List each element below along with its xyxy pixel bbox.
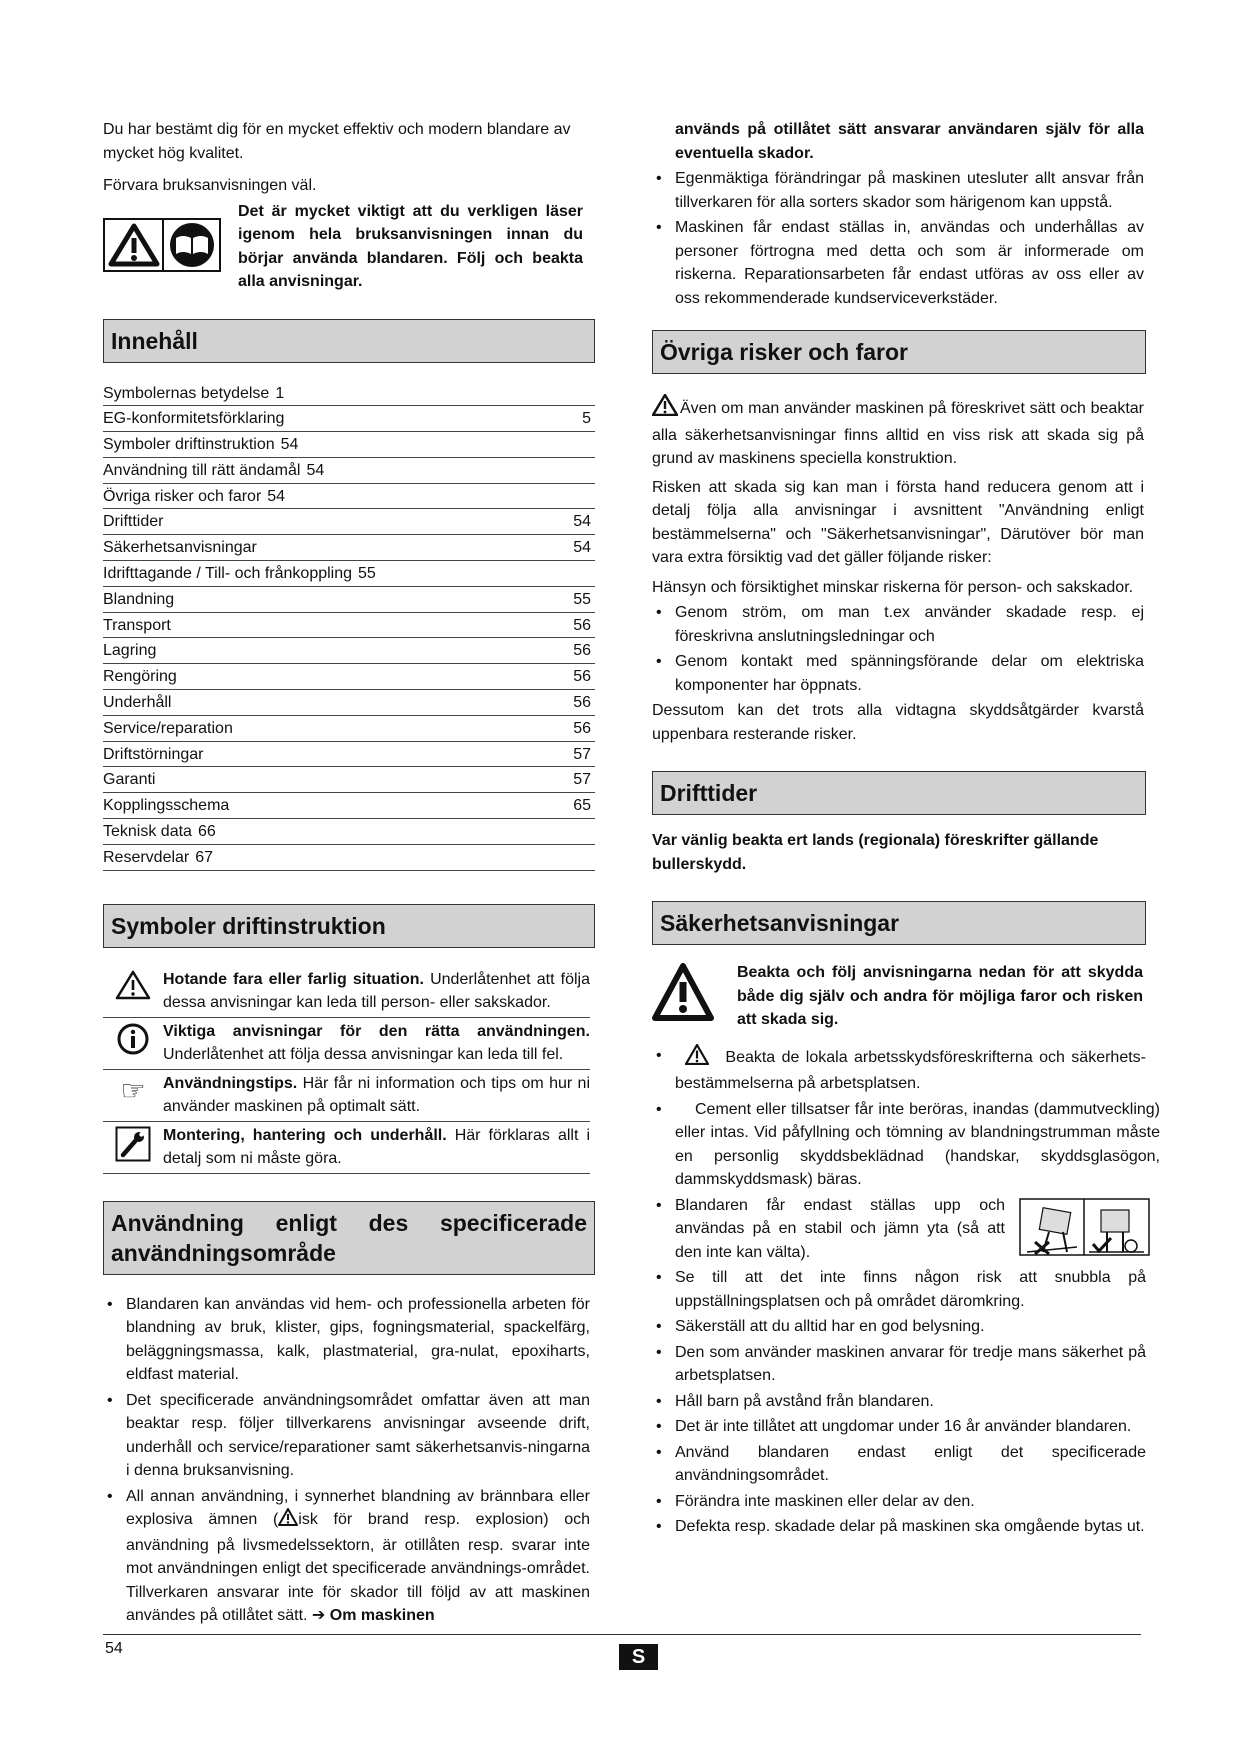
toc-entry-title: Säkerhetsanvisningar — [103, 539, 257, 557]
warning-triangle-icon — [652, 394, 678, 424]
wrench-icon — [115, 1126, 151, 1162]
toc-entry-title: Lagring — [103, 642, 157, 660]
toc-row — [103, 535, 595, 561]
toc-row — [103, 613, 595, 639]
toc-entry-label — [103, 638, 162, 663]
risks-paragraph-1-text: Även om man använder maskinen på föreskrivet sätt och beaktar alla säkerhetsanvisningar finns alltid en viss risk att skada sig på grund av maskinens speciella konstruktion. — [652, 400, 1144, 467]
toc-entry-page: 56 — [573, 642, 591, 660]
warning-triangle-icon — [652, 963, 714, 1021]
toc-entry-label — [103, 690, 177, 715]
safety-item: • Förändra inte maskinen eller delar av den. — [652, 1490, 1146, 1514]
toc-row — [103, 381, 595, 407]
toc-entry-title: Transport — [103, 616, 171, 634]
operating-times-heading-text: Drifttider — [660, 780, 758, 806]
toc-entry-page — [591, 381, 595, 406]
toc-entry-title: Teknisk data — [103, 823, 192, 841]
toc-row — [103, 406, 595, 432]
symbol-row-maintenance — [103, 1122, 590, 1174]
safety-item: • Det är inte tillåtet att ungdomar under 16 år använder blandaren. — [652, 1415, 1146, 1439]
toc-entry-title: Blandning — [103, 590, 175, 608]
toc-entry-label — [103, 819, 216, 844]
safety-item-text: • Blandaren får endast ställas upp och användas på en stabil och jämn yta (så att den inte kan välta). — [675, 1196, 1005, 1261]
risk-item: • Genom kontakt med spänningsförande delar om elektriska komponenter har öppnats. — [652, 650, 1144, 697]
warning-read-manual-icons — [103, 200, 238, 294]
toc-heading-text: Innehåll — [111, 327, 198, 354]
safety-item: • Använd blandaren endast enligt det specificerade användningsområdet. — [652, 1441, 1146, 1488]
symbol-danger-text: Underlåtenhet att följa dessa anvisningar kan leda till person- eller sakskador. — [163, 970, 590, 1011]
toc-entry-page: 54 — [573, 539, 591, 557]
toc-entry-page — [591, 432, 595, 457]
toc-entry-label — [103, 406, 290, 431]
usage-item-text-a: All annan användning, i synnerhet blandning av brännbara eller explosiva ämnen ( — [126, 1487, 590, 1529]
toc-entry-label — [103, 767, 161, 792]
toc-entry-inline-page: 67 — [195, 848, 214, 866]
toc-row — [103, 432, 595, 458]
safety-item: • Håll barn på avstånd från blandaren. — [652, 1390, 1146, 1414]
toc-entry-title: Symbolernas betydelse — [103, 384, 270, 402]
toc-entry-title: Rengöring — [103, 668, 177, 686]
table-of-contents — [103, 381, 595, 871]
toc-entry-label — [103, 793, 235, 818]
safety-warning-text: Beakta och följ anvisningarna nedan för att skydda både dig själv och andra för möjliga faror och risken att skada sig. — [737, 964, 1143, 1028]
usage-item: • Det specificerade användningsområdet omfattar även att man beaktar resp. följer tillverkarens anvisningar avseende drift, underhåll och service/reparationer samt säkerhetsanvis-ningarna i denna bruksanvisning. — [103, 1389, 590, 1483]
safety-item: • Defekta resp. skadade delar på maskinen ska omgående bytas ut. — [652, 1515, 1146, 1539]
usage-continued: används på otillåtet sätt ansvarar användaren själv för alla eventuella skador. — [675, 121, 1144, 162]
operating-times-heading — [652, 771, 1146, 815]
warning-book-icon — [103, 218, 221, 272]
toc-entry-label — [103, 613, 177, 638]
toc-entry-title: Övriga risker och faror — [103, 487, 262, 505]
toc-entry-page — [591, 561, 595, 586]
read-manual-text: Det är mycket viktigt att du verkligen läser igenom hela bruksanvisningen innan du börjar använda blandaren. Följ och beakta alla anvisningar. — [238, 202, 583, 290]
symbol-tips-text: Här får ni information och tips om hur ni använder maskinen på optimalt sätt. — [163, 1074, 590, 1115]
toc-entry-title: Driftstörningar — [103, 745, 204, 763]
toc-entry-title: Service/reparation — [103, 719, 233, 737]
symbol-row-tips — [103, 1070, 590, 1122]
risks-paragraph-1 — [652, 394, 1144, 471]
toc-entry-label — [103, 587, 180, 612]
toc-row — [103, 484, 595, 510]
safety-item: • Se till att det inte finns någon risk att snubbla på uppställningsplatsen och på området däromkring. — [652, 1266, 1146, 1313]
safety-list — [652, 1044, 1160, 1539]
toc-entry-label — [103, 716, 239, 741]
risks-paragraph-3: Hänsyn och försiktighet minskar riskerna för person- och sakskador. — [652, 578, 1134, 596]
toc-entry-page: 57 — [573, 745, 591, 763]
language-badge: S — [619, 1644, 658, 1670]
toc-entry-inline-page: 54 — [280, 436, 299, 454]
safety-warning — [652, 961, 1144, 1032]
safety-item — [652, 1098, 1160, 1192]
toc-entry-page: 55 — [573, 590, 591, 608]
left-column — [103, 118, 593, 1630]
toc-row — [103, 458, 595, 484]
risks-heading-text: Övriga risker och faror — [660, 339, 908, 365]
safety-item: • Den som använder maskinen anvarar för tredje mans säkerhet på arbetsplatsen. — [652, 1341, 1146, 1388]
stable-surface-pictogram — [1019, 1198, 1150, 1265]
toc-entry-page — [591, 484, 595, 509]
toc-entry-label — [103, 484, 285, 509]
usage-item: • Egenmäktiga förändringar på maskinen utesluter allt ansvar från tillverkaren för alla sorters skador som härigenom kan uppstå. — [652, 167, 1144, 214]
toc-row — [103, 742, 595, 768]
usage-item: • Maskinen får endast ställas in, användas och underhållas av personer förtrogna med detta och som är informerade om riskerna. Reparationsarbeten får endast utföras av oss eller av oss rekommenderade kundserviceverkstäder. — [652, 216, 1144, 310]
toc-entry-page — [591, 819, 595, 844]
toc-entry-page: 5 — [582, 410, 591, 428]
arrow-icon: ➔ — [311, 1607, 326, 1625]
toc-entry-inline-page: 54 — [306, 461, 325, 479]
risks-list — [652, 601, 1144, 697]
symbols-heading — [103, 904, 595, 948]
page-number: 54 — [105, 1640, 123, 1657]
toc-entry-label — [103, 664, 183, 689]
right-column — [652, 118, 1160, 1541]
usage-item-other — [103, 1485, 590, 1628]
stable-surface-icon — [1019, 1198, 1150, 1256]
toc-row — [103, 845, 595, 871]
toc-entry-label — [103, 742, 209, 767]
toc-entry-inline-page: 55 — [358, 565, 376, 583]
toc-entry-inline-page: 1 — [275, 384, 285, 402]
symbol-info-title: Viktiga anvisningar för den rätta användningen. — [163, 1022, 590, 1040]
toc-row — [103, 793, 595, 819]
toc-row — [103, 587, 595, 613]
symbol-row-danger — [103, 966, 590, 1018]
intro-keep-manual: Förvara bruksanvisningen väl. — [103, 177, 317, 194]
toc-entry-title: Reservdelar — [103, 848, 190, 866]
toc-entry-title: Kopplingsschema — [103, 797, 230, 815]
warning-triangle-icon — [115, 970, 151, 1000]
symbol-danger-title: Hotande fara eller farlig situation. — [163, 970, 424, 988]
symbols-list — [103, 966, 590, 1174]
toc-entry-title: Garanti — [103, 771, 156, 789]
warning-triangle-icon — [685, 1044, 709, 1073]
risks-paragraph-4: Dessutom kan det trots alla vidtagna skyddsåtgärder kvarstå uppenbara resterande risker. — [652, 702, 1144, 743]
toc-row — [103, 716, 595, 742]
toc-row — [103, 819, 595, 845]
symbol-maintenance-text: Här förklaras allt i detalj som ni måste göra. — [163, 1126, 591, 1167]
risk-item: • Genom ström, om man t.ex använder skadade resp. ej föreskrivna anslutningsledningar och — [652, 601, 1144, 648]
usage-heading-text: Användning enligt des specificerade användningsområde — [111, 1209, 587, 1266]
toc-entry-label — [103, 458, 324, 483]
usage-item-text-b: isk för brand resp. explosion) och användning på livsmedelssektorn, är otillåten resp. svarar inte mot användningen enligt det specificerade användnings-området. Tillverkaren ansvarar inte för skador till följd av att maskinen användes på otillåtet sätt. — [126, 1511, 591, 1625]
toc-entry-page: 56 — [573, 616, 591, 634]
risks-paragraph-2: Risken att skada sig kan man i första hand reducera genom att i detalj följa alla anvisningar i avsnittent "Användning enligt bestämmelserna" och "Säkerhetsanvisningar", Därutöver bör man vara extra försiktig vad det gäller följande risker: — [652, 478, 1144, 566]
usage-list-continued — [652, 167, 1144, 310]
toc-entry-title: EG-konformitetsförklaring — [103, 410, 285, 428]
symbol-row-info — [103, 1018, 590, 1070]
toc-entry-title: Idrifttagande / Till- och frånkoppling — [103, 565, 353, 583]
safety-item: • Säkerställ att du alltid har en god belysning. — [652, 1315, 1146, 1339]
symbol-maintenance-title: Montering, hantering och underhåll. — [163, 1126, 447, 1144]
toc-entry-label — [103, 381, 284, 406]
toc-entry-label — [103, 535, 263, 560]
toc-entry-page — [591, 458, 595, 483]
usage-item: • Blandaren kan användas vid hem- och professionella arbeten för blandning av bruk, klister, gips, fogningsmaterial, spackelfärg, beläggningsmassa, kalk, plastmaterial, gra-nulat, epoxiharts, eldfast material. — [103, 1293, 590, 1387]
usage-heading — [103, 1201, 595, 1275]
toc-row — [103, 509, 595, 535]
symbol-info-text: Underlåtenhet att följa dessa anvisningar kan leda till fel. — [163, 1045, 564, 1063]
toc-entry-page: 57 — [573, 771, 591, 789]
toc-entry-label — [103, 509, 169, 534]
toc-entry-page: 65 — [573, 797, 591, 815]
pointing-hand-icon: ☞ — [120, 1074, 146, 1106]
safety-item-stable-surface — [652, 1194, 1146, 1265]
toc-entry-label — [103, 432, 298, 457]
risks-heading — [652, 330, 1146, 374]
safety-heading-text: Säkerhetsanvisningar — [660, 910, 900, 936]
toc-entry-title: Underhåll — [103, 694, 172, 712]
symbol-tips-title: Användningstips. — [163, 1074, 298, 1092]
toc-entry-title: Drifttider — [103, 513, 164, 531]
safety-item-text: Cement eller tillsatser får inte beröras, inandas (dammutveckling) eller intas. Vid påfyllning och tömning av blandningstrumman måste en personlig skyddsbeklädnad (handskar, skyddsglasögon, dammskyddsmask) bäras. — [675, 1100, 1160, 1188]
toc-entry-label — [103, 845, 213, 870]
footer-divider — [103, 1634, 1141, 1635]
toc-entry-title: Användning till rätt ändamål — [103, 461, 301, 479]
toc-heading — [103, 319, 595, 363]
usage-list — [103, 1293, 590, 1628]
toc-entry-inline-page: 54 — [267, 487, 286, 505]
toc-row — [103, 664, 595, 690]
toc-entry-page: 56 — [573, 694, 591, 712]
safety-item-text: Beakta de lokala arbetsskydsföreskrifterna och säkerhets-bestämmelserna på arbetsplatsen. — [675, 1048, 1146, 1092]
warning-triangle-icon — [278, 1508, 298, 1534]
operating-times-text: Var vänlig beakta ert lands (regionala) föreskrifter gällande bullerskydd. — [652, 832, 1099, 873]
read-manual-notice — [103, 200, 593, 294]
symbols-heading-text: Symboler driftinstruktion — [111, 912, 386, 939]
toc-entry-title: Symboler driftinstruktion — [103, 436, 275, 454]
toc-entry-page: 54 — [573, 513, 591, 531]
toc-entry-inline-page: 66 — [197, 823, 216, 841]
toc-entry-label — [103, 561, 376, 586]
toc-entry-page — [591, 845, 595, 870]
toc-row — [103, 561, 595, 587]
toc-row — [103, 638, 595, 664]
info-icon — [116, 1022, 150, 1056]
toc-row — [103, 690, 595, 716]
safety-heading — [652, 901, 1146, 945]
intro-paragraph: Du har bestämt dig för en mycket effektiv och modern blandare av mycket hög kvalitet. — [103, 121, 571, 162]
toc-row — [103, 767, 595, 793]
toc-entry-page: 56 — [573, 719, 591, 737]
safety-item — [652, 1044, 1146, 1096]
usage-item-bold: Om maskinen — [325, 1607, 435, 1625]
toc-entry-page: 56 — [573, 668, 591, 686]
